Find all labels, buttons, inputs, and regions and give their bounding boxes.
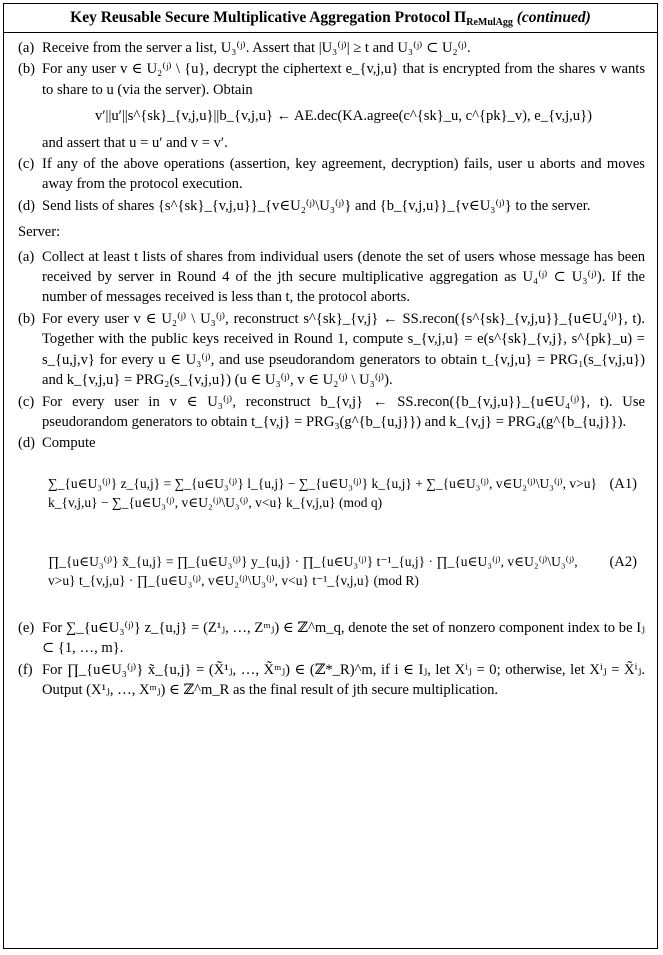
title-main: Key Reusable Secure Multiplicative Aggregation Protocol Π bbox=[70, 9, 467, 26]
step-text: For ∏_{u∈U₃⁽ʲ⁾} x̃_{u,j} = (X̃¹ⱼ, …, X̃ᵐⱼ) ∈ (ℤ*_R)^m, if i ∈ Iⱼ, let Xⁱⱼ = 0; otherwise, let Xⁱⱼ = X̃ⁱⱼ. Output (X¹ⱼ, …, Xᵐⱼ) ∈ ℤ^m_R as the final result of jth secure multiplication. bbox=[42, 661, 645, 698]
step-label: (c) bbox=[18, 156, 35, 173]
equation-a2-tag: (A2) bbox=[609, 553, 637, 570]
user-step-c bbox=[18, 154, 645, 195]
server-step-d bbox=[18, 433, 645, 453]
step-text: If any of the above operations (assertion, key agreement, decryption) fails, user u aborts and moves away from the protocol execution. bbox=[42, 156, 645, 193]
step-label: (b) bbox=[18, 61, 36, 78]
step-label: (a) bbox=[18, 248, 35, 265]
step-text: For ∑_{u∈U₃⁽ʲ⁾} z_{u,j} = (Z¹ⱼ, …, Zᵐⱼ) ∈ ℤ^m_q, denote the set of nonzero component index to be Iⱼ ⊂ {1, …, m}. bbox=[42, 619, 645, 657]
step-text: For every user v ∈ U₂⁽ʲ⁾ \ U₃⁽ʲ⁾, reconstruct s^{sk}_{v,j} ← SS.recon({s^{sk}_{v,j,u}}_{u∈U₄⁽ʲ⁾}, t). Together with the public keys received in Round 1, compute s_{v,j,u} = e(s^{sk}_{v,j}, s^{pk}_u) = s_{u,j,v} for every u ∈ U₃⁽ʲ⁾, and use pseudorandom generators to obtain t_{v,j,u} = PRG₁(s_{v,j,u}) and k_{v,j,u} = PRG₂(s_{v,j,u}) (u ∈ U₃⁽ʲ⁾, v ∈ U₂⁽ʲ⁾ \ U₃⁽ʲ⁾). bbox=[42, 310, 645, 389]
decrypt-equation: v′||u′||s^{sk}_{v,j,u}||b_{v,j,u} ← AE.dec(KA.agree(c^{sk}_u, c^{pk}_v), e_{v,j,u}) bbox=[95, 108, 592, 125]
user-step-d bbox=[18, 196, 645, 216]
step-text: Send lists of shares {s^{sk}_{v,j,u}}_{v∈U₂⁽ʲ⁾\U₃⁽ʲ⁾} and {b_{v,j,u}}_{v∈U₃⁽ʲ⁾} to the server. bbox=[42, 197, 591, 214]
equation-a1-body: ∑_{u∈U₃⁽ʲ⁾} z_{u,j} = ∑_{u∈U₃⁽ʲ⁾} l_{u,j} − ∑_{u∈U₃⁽ʲ⁾} k_{u,j} + ∑_{u∈U₃⁽ʲ⁾, v∈U₂⁽ʲ⁾\U₃⁽ʲ⁾, v>u} k_{v,j,u} − ∑_{u∈U₃⁽ʲ⁾, v∈U₂⁽ʲ⁾\U₃⁽ʲ⁾, v<u} k_{v,j,u} (mod q) bbox=[48, 475, 597, 510]
server-step-b bbox=[18, 309, 645, 391]
server-step-a bbox=[18, 247, 645, 308]
protocol-box bbox=[3, 3, 658, 949]
step-text: For any user v ∈ U₂⁽ʲ⁾ \ {u}, decrypt the ciphertext e_{v,j,u} that is encrypted from the shares v wants to share to u (via the server). Obtain bbox=[42, 61, 645, 98]
server-step-c bbox=[18, 392, 645, 433]
step-text: Receive from the server a list, U₃⁽ʲ⁾. Assert that |U₃⁽ʲ⁾| ≥ t and U₃⁽ʲ⁾ ⊂ U₂⁽ʲ⁾. bbox=[42, 40, 471, 56]
assert-text: and assert that u = u′ and v = v′. bbox=[42, 134, 228, 151]
title-continued: (continued) bbox=[516, 9, 591, 26]
step-label: (e) bbox=[18, 619, 35, 636]
protocol-title bbox=[4, 4, 657, 33]
equation-a2-body: ∏_{u∈U₃⁽ʲ⁾} x̃_{u,j} = ∏_{u∈U₃⁽ʲ⁾} y_{u,j} · ∏_{u∈U₃⁽ʲ⁾} t⁻¹_{u,j} · ∏_{u∈U₃⁽ʲ⁾, v∈U₂⁽ʲ⁾\U₃⁽ʲ⁾, v>u} t_{v,j,u} · ∏_{u∈U₃⁽ʲ⁾, v∈U₂⁽ʲ⁾\U₃⁽ʲ⁾, v<u} t⁻¹_{v,j,u} (mod R) bbox=[48, 553, 578, 588]
equation-a1 bbox=[18, 462, 645, 532]
step-label: (c) bbox=[18, 393, 35, 410]
equation-a1-tag: (A1) bbox=[609, 475, 637, 492]
step-text: For every user in v ∈ U₃⁽ʲ⁾, reconstruct b_{v,j} ← SS.recon({b_{v,j,u}}_{u∈U₄⁽ʲ⁾}, t). Use pseudorandom generators to obtain t_{v,j} = PRG₃(g^{b_{u,j}}) and k_{v,j} = PRG₄(g^{b_{u,j}}). bbox=[42, 393, 645, 430]
server-heading: Server: bbox=[18, 224, 61, 241]
title-subscript: ReMulAgg bbox=[466, 17, 513, 28]
step-label: (b) bbox=[18, 310, 36, 327]
server-step-e bbox=[18, 618, 645, 659]
server-step-f bbox=[18, 660, 645, 701]
user-step-b bbox=[18, 59, 645, 153]
equation-a2 bbox=[18, 540, 645, 610]
step-label: (d) bbox=[18, 197, 36, 214]
step-label: (f) bbox=[18, 661, 33, 678]
step-text: Collect at least t lists of shares from individual users (denote the set of users whose message has been received by server in Round 4 of the jth secure multiplicative aggregation as U₄⁽ʲ⁾ ⊂ U₃⁽ʲ⁾). If the number of messages received is less than t, the protocol aborts. bbox=[42, 248, 645, 306]
step-label: (d) bbox=[18, 435, 36, 452]
step-text: Compute bbox=[42, 435, 96, 452]
user-step-a bbox=[18, 38, 645, 58]
protocol-body bbox=[4, 33, 657, 948]
step-label: (a) bbox=[18, 40, 35, 56]
